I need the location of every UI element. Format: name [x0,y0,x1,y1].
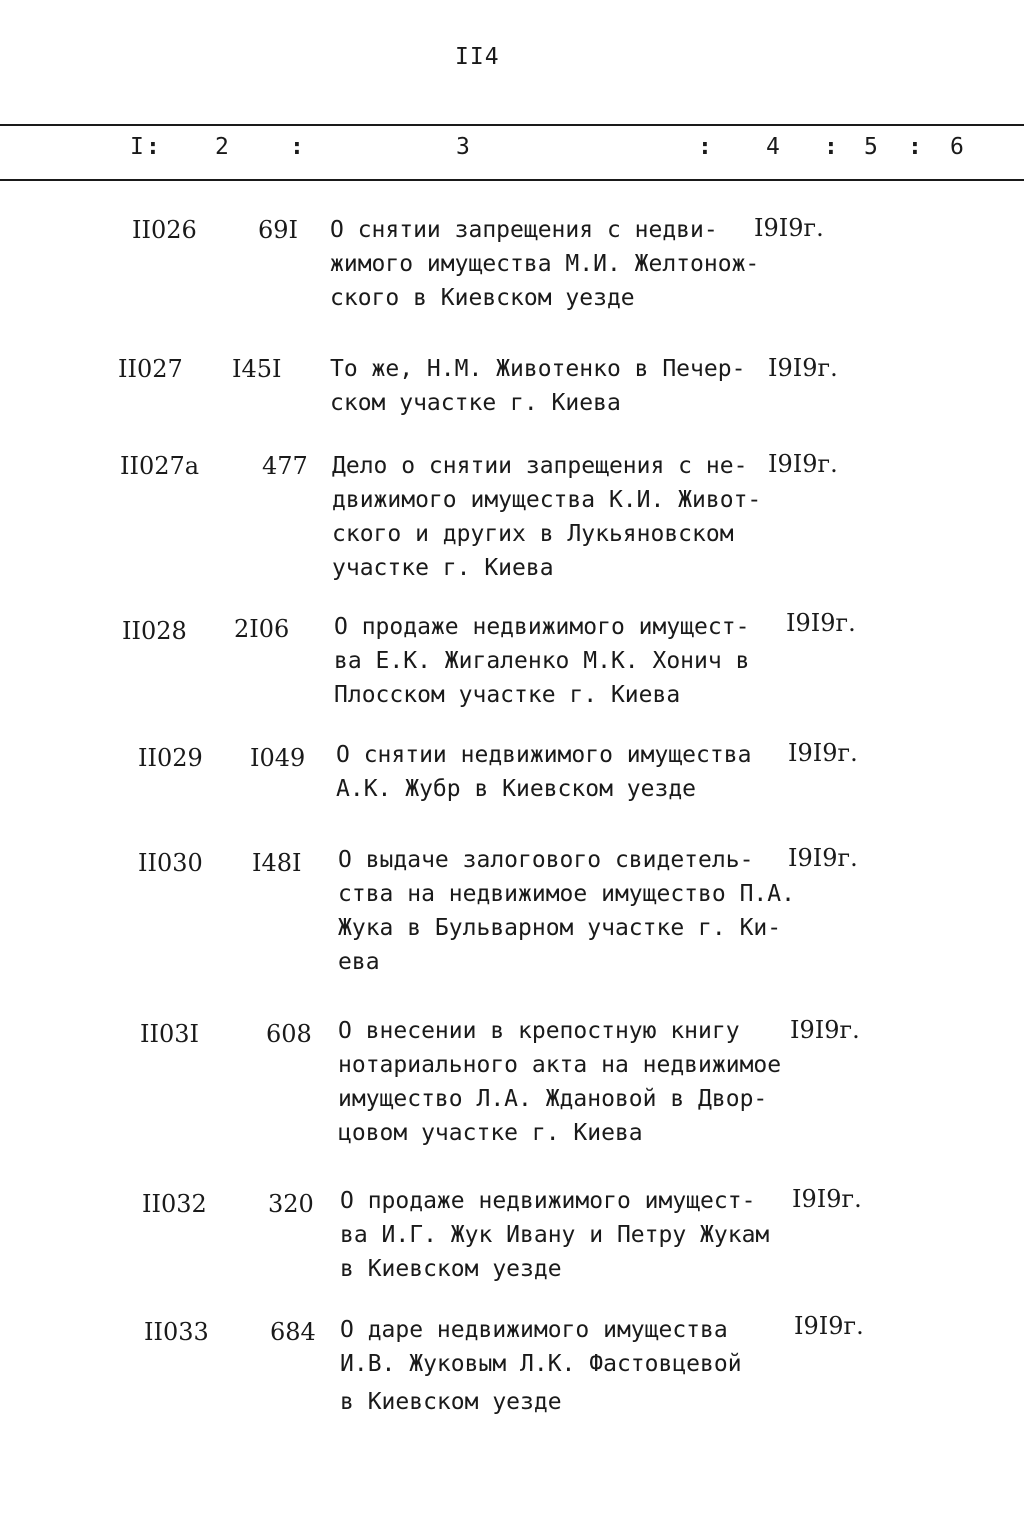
col-separator: : [146,134,160,160]
entry-description [340,1313,742,1419]
description-line: О снятии недвижимого имущества [336,742,752,768]
col-separator: : [908,134,922,160]
entry-year: I9I9г. [788,739,858,767]
description-line: О снятии запрещения с недви- [330,217,718,243]
col-header-2: 2 [215,134,229,160]
description-line: ева [338,949,380,975]
description-line: в Киевском уезде [340,1256,562,1282]
entry-description [334,610,749,712]
entry-doc-count: 684 [270,1318,316,1346]
entry-number: II029 [138,744,203,772]
col-separator: : [290,134,304,160]
entry-year: I9I9г. [794,1312,864,1340]
description-line: жимого имущества М.И. Желтонож- [330,251,760,277]
description-line: ва И.Г. Жук Ивану и Петру Жукам [340,1222,770,1248]
col-header-3: 3 [456,134,470,160]
entry-description [338,1014,781,1150]
page-number: II4 [455,44,500,70]
description-line: Дело о снятии запрещения с не- [332,453,748,479]
description-line: ском участке г. Киева [330,390,621,416]
col-header-4: 4 [766,134,780,160]
header-rule-bottom [0,179,1024,181]
entry-year: I9I9г. [786,609,856,637]
entry-year: I9I9г. [788,844,858,872]
description-line: ства на недвижимое имущество П.А. [338,881,795,907]
description-line: О выдаче залогового свидетель- [338,847,754,873]
entry-doc-count: I48I [252,849,302,877]
entry-year: I9I9г. [790,1016,860,1044]
entry-doc-count: 69I [258,216,299,244]
entry-doc-count: I45I [232,355,282,383]
entry-number: II033 [144,1318,209,1346]
description-line: ского в Киевском уезде [330,285,635,311]
entry-description [340,1184,769,1286]
entry-description [330,352,745,420]
entry-doc-count: 477 [262,452,308,480]
description-line: нотариального акта на недвижимое [338,1052,782,1078]
entry-year: I9I9г. [754,214,824,242]
description-line: движимого имущества К.И. Живот- [332,487,762,513]
entry-number: II028 [122,617,187,645]
entry-number: II032 [142,1190,207,1218]
header-rule-top [0,124,1024,126]
entry-number: II03I [140,1020,199,1048]
description-line: О продаже недвижимого имущест- [340,1188,756,1214]
entry-year: I9I9г. [792,1185,862,1213]
col-separator: : [824,134,838,160]
col-header-5: 5 [864,134,878,160]
entry-number: II026 [132,216,197,244]
description-line: имущество Л.А. Ждановой в Двор- [338,1086,768,1112]
entry-description [336,738,751,806]
description-line: Жука в Бульварном участке г. Ки- [338,915,782,941]
description-line: участке г. Киева [332,555,554,581]
col-header-1: I [130,134,144,160]
entry-description [332,449,761,585]
entry-description [338,843,795,979]
description-line: в Киевском уезде [340,1389,562,1415]
description-line: О продаже недвижимого имущест- [334,614,750,640]
entry-doc-count: 2I06 [234,615,290,643]
description-line: То же, Н.М. Животенко в Печер- [330,356,746,382]
entry-number: II027а [120,452,200,480]
description-line: А.К. Жубр в Киевском уезде [336,776,697,802]
entry-doc-count: 320 [268,1190,314,1218]
col-separator: : [698,134,712,160]
description-line: цовом участке г. Киева [338,1120,643,1146]
description-line: ского и других в Лукьяновском [332,521,734,547]
entry-year: I9I9г. [768,354,838,382]
entry-doc-count: I049 [250,744,306,772]
entry-number: II030 [138,849,203,877]
entry-description [330,213,759,315]
entry-number: II027 [118,355,183,383]
description-line: И.В. Жуковым Л.К. Фастовцевой [340,1351,742,1377]
description-line: ва Е.К. Жигаленко М.К. Хонич в [334,648,750,674]
col-header-6: 6 [950,134,964,160]
description-line: О даре недвижимого имущества [340,1317,728,1343]
description-line: Плосском участке г. Киева [334,682,681,708]
description-line: О внесении в крепостную книгу [338,1018,740,1044]
entry-doc-count: 608 [266,1020,312,1048]
entry-year: I9I9г. [768,450,838,478]
